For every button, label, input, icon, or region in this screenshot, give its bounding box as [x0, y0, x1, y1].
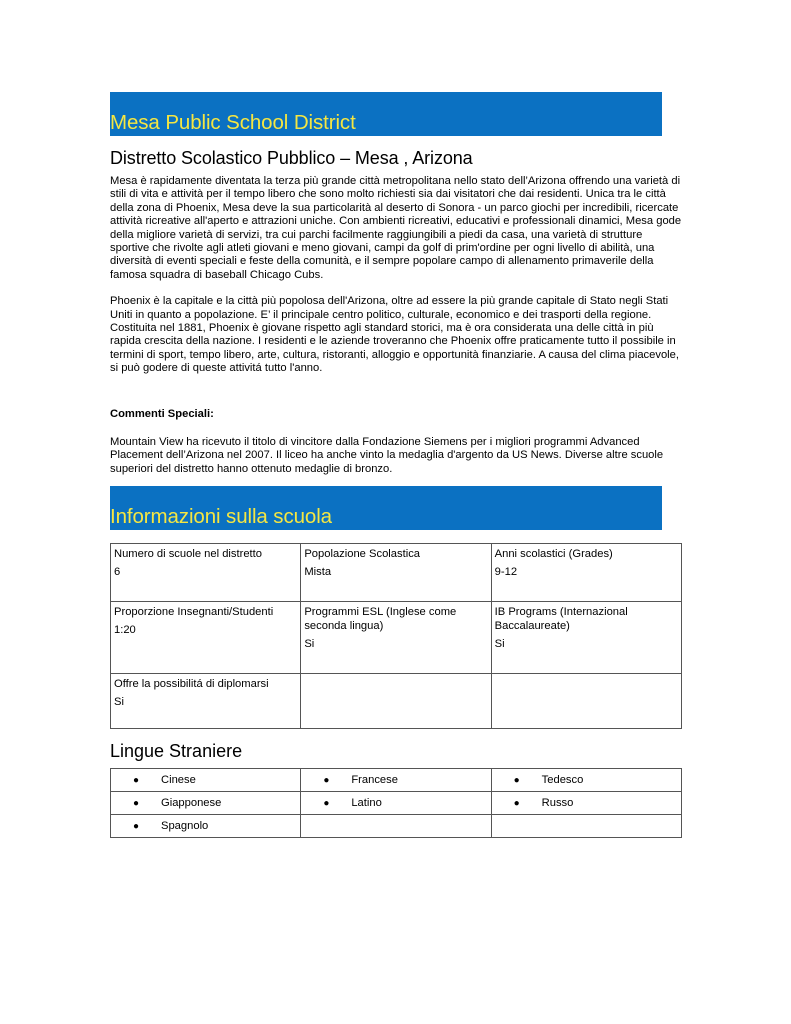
table-cell	[111, 673, 301, 728]
cell-label: Popolazione Scolastica	[304, 547, 421, 560]
table-cell-empty	[491, 673, 681, 728]
cell-label: Programmi ESL (Inglese come seconda lingua)	[304, 605, 457, 632]
language-label: Spagnolo	[161, 819, 209, 832]
language-label: Russo	[541, 796, 574, 809]
school-info-banner	[110, 486, 662, 530]
table-cell	[111, 601, 301, 673]
list-item	[111, 768, 301, 791]
list-item	[301, 791, 491, 814]
mesa-paragraph: Mesa è rapidamente diventata la terza più grande città metropolitana nello stato dell’Arizona offrendo una varietà di stili di vita e attività per il tempo libero che sono molto richiesti sia dai visitatori che dai residenti. Unica tra le città della zona di Phoenix, Mesa deve la sua particolarità al deserto di Sonora - un parco giochi per incredibili, ricercate attività ricreative all'aperto e attrazioni uniche. Con ambienti ricreativi, educativi e professionali dinamici, Mesa gode della migliore varietà di servizi, tra cui parchi facilmente raggiungibili a piedi da casa, una varietà di strutture sportive che rivolte agli atleti giovani e meno giovani, campi da golf di prim'ordine per ogni livello di abilità, una diversità di eventi speciali e feste della comunità, e il sempre popolare campo di allenamento primaverile della famosa squadra di baseball Chicago Cubs.	[110, 175, 682, 281]
table-cell-empty	[491, 814, 681, 837]
school-info-title: Informazioni sulla scuola	[110, 504, 332, 528]
cell-value: Si	[304, 637, 315, 650]
languages-table	[110, 768, 682, 838]
bullet-icon: ●	[323, 797, 330, 809]
language-label: Francese	[351, 773, 398, 786]
district-subtitle: Distretto Scolastico Pubblico – Mesa , Arizona	[110, 148, 473, 168]
list-item	[491, 768, 681, 791]
bullet-icon: ●	[513, 797, 520, 809]
table-row	[111, 768, 682, 791]
table-cell-empty	[301, 814, 491, 837]
cell-value: 9-12	[494, 565, 518, 578]
cell-value: Mista	[304, 565, 332, 578]
language-label: Cinese	[161, 773, 196, 786]
table-cell	[491, 601, 681, 673]
language-label: Latino	[351, 796, 382, 809]
table-row	[111, 673, 682, 728]
table-cell	[111, 543, 301, 601]
table-cell	[491, 543, 681, 601]
district-title-banner	[110, 92, 662, 136]
cell-value: 1:20	[114, 623, 136, 636]
table-row	[111, 601, 682, 673]
table-cell-empty	[301, 673, 491, 728]
special-comments-heading: Commenti Speciali:	[110, 407, 214, 420]
bullet-icon: ●	[323, 774, 330, 786]
bullet-icon: ●	[513, 774, 520, 786]
cell-label: Numero di scuole nel distretto	[114, 547, 262, 560]
language-label: Giapponese	[161, 796, 222, 809]
cell-label: Anni scolastici (Grades)	[494, 547, 613, 560]
document-page	[110, 92, 682, 838]
table-cell	[301, 543, 491, 601]
list-item	[111, 814, 301, 837]
cell-label: IB Programs (Internazional Baccalaureate)	[494, 605, 628, 632]
table-cell	[301, 601, 491, 673]
list-item	[111, 791, 301, 814]
school-info-table	[110, 543, 682, 729]
bullet-icon: ●	[133, 774, 140, 786]
bullet-icon: ●	[133, 820, 140, 832]
cell-value: 6	[114, 565, 121, 578]
list-item	[491, 791, 681, 814]
table-row	[111, 814, 682, 837]
bullet-icon: ●	[133, 797, 140, 809]
cell-label: Proporzione Insegnanti/Studenti	[114, 605, 274, 618]
table-row	[111, 791, 682, 814]
languages-heading: Lingue Straniere	[110, 740, 243, 761]
cell-value: Si	[494, 637, 505, 650]
cell-value: Si	[114, 695, 124, 708]
phoenix-paragraph: Phoenix è la capitale e la città più popolosa dell'Arizona, oltre ad essere la più grande capitale di Stato negli Stati Uniti in quanto a popolazione. E’ il principale centro politico, culturale, economico e dei trasporti della regione. Costituita nel 1881, Phoenix è giovane rispetto agli standard storici, ma è ora considerata una delle città in più rapida crescita della nazione. I residenti e le aziende troveranno che Phoenix offre praticamente tutto il possibile in termini di sport, tempo libero, arte, cultura, ristoranti, alloggio e opportunità finanziarie. A causa del clima piacevole, si può godere di queste attivitá tutto l'anno.	[110, 295, 679, 375]
table-row	[111, 543, 682, 601]
cell-label: Offre la possibilitá di diplomarsi	[114, 677, 269, 690]
language-label: Tedesco	[541, 773, 584, 786]
district-title: Mesa Public School District	[110, 111, 356, 134]
special-comments-paragraph: Mountain View ha ricevuto il titolo di vincitore dalla Fondazione Siemens per i migliori programmi Advanced Placement dell’Arizona nel 2007. Il liceo ha anche vinto la medaglia d'argento da US News. Diverse altre scuole superiori del distretto hanno ottenuto medaglie di bronzo.	[110, 435, 664, 475]
list-item	[301, 768, 491, 791]
